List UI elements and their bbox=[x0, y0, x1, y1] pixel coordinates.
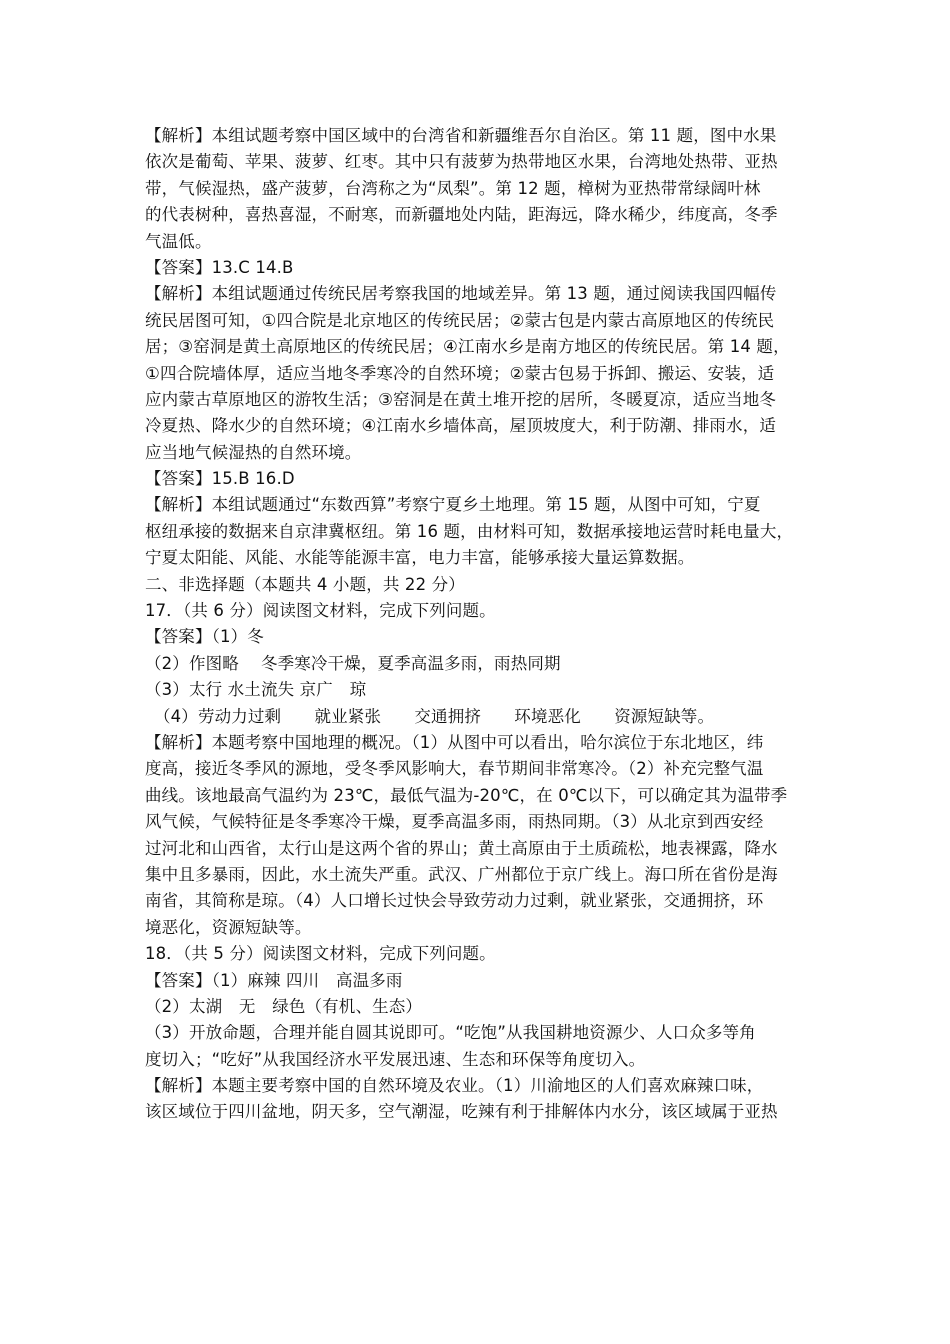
text-line: 依次是葡萄、苹果、菠萝、红枣。其中只有菠萝为热带地区水果，台湾地处热带、亚热 bbox=[145, 152, 778, 172]
text-line: 度高，接近冬季风的源地，受冬季风影响大，春节期间非常寒冷。（2）补充完整气温 bbox=[145, 759, 764, 779]
answer-line: （4）劳动力过剩 就业紧张 交通拥挤 环境恶化 资源短缺等。 bbox=[154, 706, 715, 726]
text-line: 风气候，气候特征是冬季寒冷干燥，夏季高温多雨，雨热同期。（3）从北京到西安经 bbox=[145, 812, 764, 832]
text-line: 南省，其简称是琼。（4）人口增长过快会导致劳动力过剩，就业紧张，交通拥挤，环 bbox=[145, 891, 764, 911]
text-line: 【解析】本组试题通过传统民居考察我国的地域差异。第 13 题，通过阅读我国四幅传 bbox=[145, 284, 777, 304]
question-heading: 17．（共 6 分）阅读图文材料，完成下列问题。 bbox=[145, 601, 496, 621]
question-heading: 18．（共 5 分）阅读图文材料，完成下列问题。 bbox=[145, 944, 496, 964]
answer-line: 【答案】13.C 14.B bbox=[145, 257, 294, 277]
answer-line: （2）作图略 冬季寒冷干燥，夏季高温多雨，雨热同期 bbox=[145, 653, 561, 673]
answer-line: （3）开放命题，合理并能自圆其说即可。“吃饱”从我国耕地资源少、人口众多等角 bbox=[145, 1023, 756, 1043]
answer-line: （2）太湖 无 绿色（有机、生态） bbox=[145, 996, 423, 1016]
text-line: 境恶化，资源短缺等。 bbox=[145, 917, 312, 937]
answer-line: 【答案】（1）麻辣 四川 高温多雨 bbox=[145, 970, 403, 990]
answer-line: 【答案】15.B 16.D bbox=[145, 469, 295, 489]
text-line: 冷夏热、降水少的自然环境；④江南水乡墙体高，屋顶坡度大，利于防潮、排雨水，适 bbox=[145, 416, 776, 436]
text-line: 度切入；“吃好”从我国经济水平发展迅速、生态和环保等角度切入。 bbox=[145, 1049, 646, 1069]
text-line: 统民居图可知，①四合院是北京地区的传统民居；②蒙古包是内蒙古高原地区的传统民 bbox=[145, 310, 775, 330]
text-line: 【解析】本题考察中国地理的概况。（1）从图中可以看出，哈尔滨位于东北地区，纬 bbox=[145, 732, 764, 752]
text-line: 【解析】本组试题考察中国区域中的台湾省和新疆维吾尔自治区。第 11 题，图中水果 bbox=[145, 126, 777, 145]
text-line: 宁夏太阳能、风能、水能等能源丰富，电力丰富，能够承接大量运算数据。 bbox=[145, 548, 695, 568]
text-line: 【解析】本题主要考察中国的自然环境及农业。（1）川渝地区的人们喜欢麻辣口味， bbox=[145, 1076, 764, 1096]
text-line: 居；③窑洞是黄土高原地区的传统民居；④江南水乡是南方地区的传统民居。第 14 题， bbox=[145, 337, 790, 357]
text-line: 集中且多暴雨，因此，水土流失严重。武汉、广州都位于京广线上。海口所在省份是海 bbox=[145, 864, 778, 884]
text-line: 曲线。该地最高气温约为 23℃，最低气温为-20℃，在 0℃以下，可以确定其为温带季 bbox=[145, 785, 788, 805]
section-heading: 二、非选择题（本题共 4 小题，共 22 分） bbox=[145, 574, 465, 594]
answer-line: 【答案】（1）冬 bbox=[145, 627, 264, 647]
text-line: ①四合院墙体厚，适应当地冬季寒冷的自然环境；②蒙古包易于拆卸、搬运、安装，适 bbox=[145, 363, 775, 383]
text-line: 应当地气候湿热的自然环境。 bbox=[145, 442, 362, 462]
text-line: 气温低。 bbox=[145, 231, 212, 251]
text-line: 【解析】本组试题通过“东数西算”考察宁夏乡土地理。第 15 题，从图中可知，宁夏 bbox=[145, 495, 761, 515]
answer-line: （3）太行 水土流失 京广 琼 bbox=[145, 680, 367, 700]
text-line: 过河北和山西省，太行山是这两个省的界山；黄土高原由于土质疏松，地表裸露，降水 bbox=[145, 838, 778, 858]
text-line: 该区域位于四川盆地，阴天多，空气潮湿，吃辣有利于排解体内水分，该区域属于亚热 bbox=[145, 1102, 778, 1122]
text-line: 的代表树种，喜热喜湿，不耐寒，而新疆地处内陆，距海远，降水稀少，纬度高，冬季 bbox=[145, 205, 778, 225]
text-line: 枢纽承接的数据来自京津冀枢纽。第 16 题，由材料可知，数据承接地运营时耗电量大， bbox=[145, 521, 794, 541]
text-line: 带，气候湿热，盛产菠萝，台湾称之为“凤梨”。第 12 题，樟树为亚热带常绿阔叶林 bbox=[145, 178, 761, 198]
text-line: 应内蒙古草原地区的游牧生活；③窑洞是在黄土堆开挖的居所，冬暖夏凉，适应当地冬 bbox=[145, 389, 776, 409]
